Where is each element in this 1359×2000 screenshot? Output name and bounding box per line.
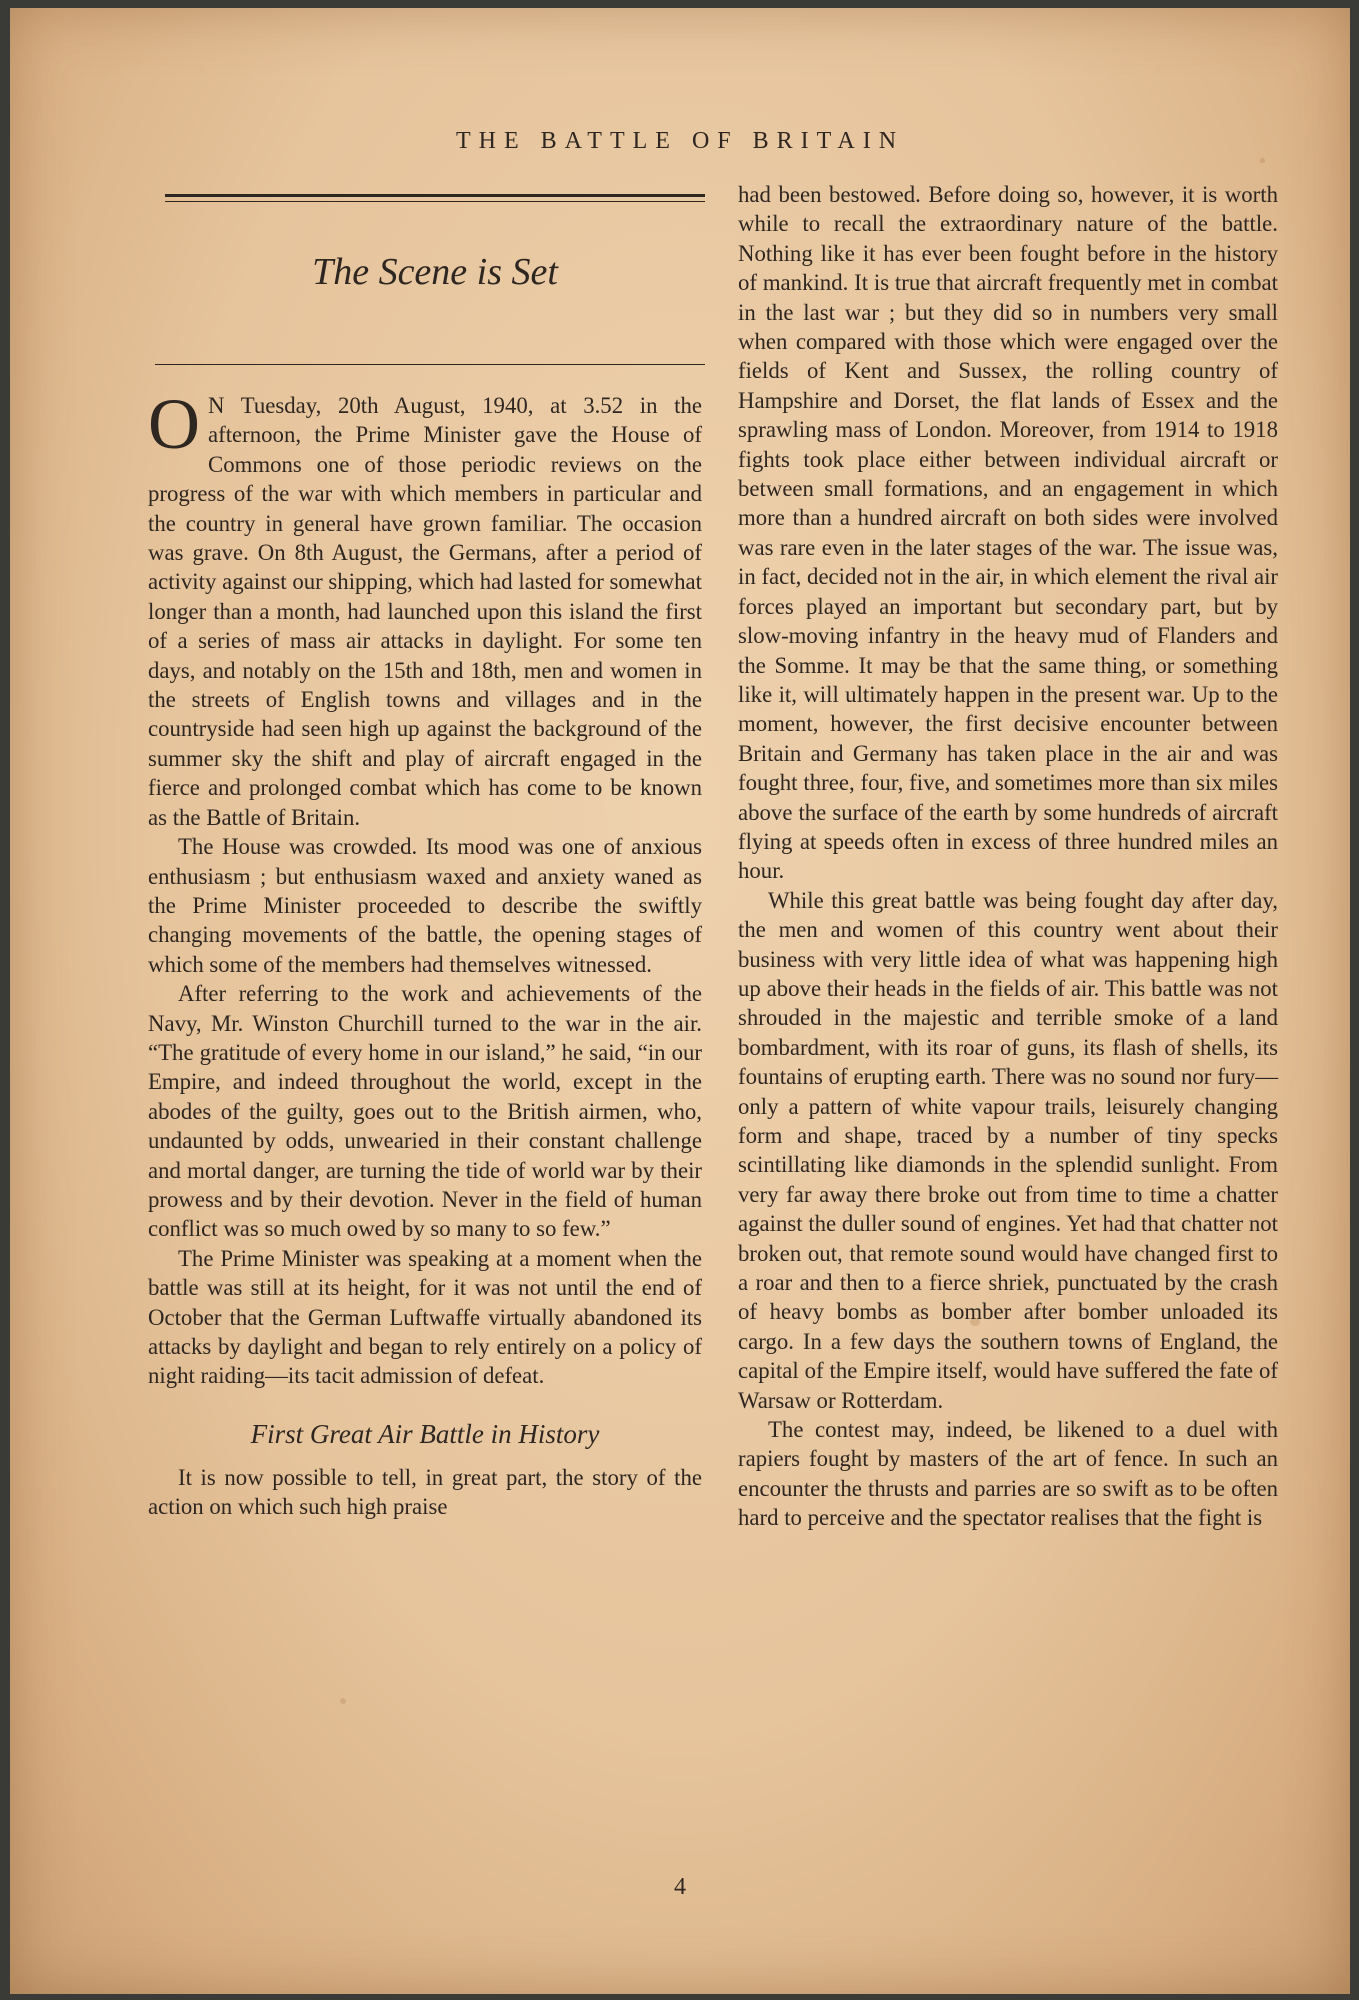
left-column	[148, 384, 702, 1522]
subheading: First Great Air Battle in History	[250, 1418, 600, 1449]
title-rule-bottom	[155, 364, 705, 365]
body-paragraph: It is now possible to tell, in great part, the story of the action on which such high praise	[148, 1464, 702, 1520]
body-paragraph: The Prime Minister was speaking at a moment when the battle was still at its height, for it was not until the end of October that the German Luftwaffe virtually abandoned its attacks by daylight and began to rely entirely on a policy of night raiding—its tacit admission of defeat.	[148, 1245, 702, 1389]
body-paragraph: After referring to the work and achievements of the Navy, Mr. Winston Churchill turned to the war in the air. “The gratitude of every home in our island,” he said, “in our Empire, and indeed throughout the world, except in the abodes of the guilty, goes out to the British airmen, who, undaunted by odds, unwearied in their constant challenge and mortal danger, are turning the tide of world war by their prowess and by their devotion. Never in the field of human conflict was so much owed by so many to so few.”	[148, 981, 702, 1242]
right-column	[738, 180, 1278, 1533]
continued-paragraph: had been bestowed. Before doing so, however, it is worth while to recall the extraordinary nature of the battle. Nothing like it has ever been fought before in the history of mankind. It is true that aircraft frequently met in combat in the last war ; but they did so in numbers very small when compared with those which were engaged over the fields of Kent and Sussex, the rolling country of Hampshire and Dorset, the flat lands of Essex and the sprawling mass of London. Moreover, from 1914 to 1918 fights took place either between individual aircraft or between small formations, and an engagement in which more than a hundred aircraft on both sides were involved was rare even in the later stages of the war. The issue was, in fact, decided not in the air, in which element the rival air forces played an important but secondary part, but by slow-moving infantry in the heavy mud of Flanders and the Somme. It may be that the same thing, or something like it, will ultimately happen in the present war. Up to the moment, however, the first decisive encounter between Britain and Germany has taken place in the air and was fought three, four, five, and sometimes more than six miles above the surface of the earth by some hundreds of aircraft flying at speeds often in excess of three hundred miles an hour.	[738, 182, 1278, 884]
paper-stain	[1260, 158, 1265, 163]
body-paragraph: The contest may, indeed, be likened to a duel with rapiers fought by masters of the art of fence. In such an encounter the thrusts and parries are so swift as to be often hard to perceive and the spectator realises that the fight is	[738, 1417, 1278, 1531]
title-rule-top	[165, 194, 705, 202]
drop-cap: O	[148, 384, 200, 464]
opening-paragraph	[148, 384, 702, 832]
opening-paragraph-text: N Tuesday, 20th August, 1940, at 3.52 in the afternoon, the Prime Minister gave the House of Commons one of those periodic reviews on the progress of the war with which members in particular and the country in general have grown familiar. The occasion was grave. On 8th August, the Germans, after a period of activity against our shipping, which had lasted for somewhat longer than a month, had launched upon this island the first of a series of mass air attacks in daylight. For some ten days, and notably on the 15th and 18th, men and women in the streets of English towns and villages and in the countryside had seen high up against the background of the summer sky the shift and play of aircraft engaged in the fierce and prolonged combat which has come to be known as the Battle of Britain.	[148, 393, 702, 830]
paper-stain	[340, 1698, 346, 1704]
page-number: 4	[674, 1874, 686, 1900]
book-page	[10, 8, 1350, 1994]
body-paragraph: The House was crowded. Its mood was one of anxious enthusiasm ; but enthusiasm waxed and anxiety waned as the Prime Minister proceeded to describe the swiftly changing movements of the battle, the opening stages of which some of the members had themselves witnessed.	[148, 834, 702, 977]
section-title: The Scene is Set	[312, 251, 558, 293]
running-head: THE BATTLE OF BRITAIN	[455, 128, 905, 154]
body-paragraph: While this great battle was being fought day after day, the men and women of this country went about their business with very little idea of what was happening high up above their heads in the fields of air. This battle was not shrouded in the majestic and terrible smoke of a land bombardment, with its roar of guns, its flash of shells, its fountains of erupting earth. There was no sound nor fury—only a pattern of white vapour trails, leisurely changing form and shape, traced by a number of tiny specks scintillating like diamonds in the splendid sunlight. From very far away there broke out from time to time a chatter against the duller sound of engines. Yet had that chatter not broken out, that remote sound would have changed first to a roar and then to a fierce shriek, punctuated by the crash of heavy bombs as bomber after bomber unloaded its cargo. In a few days the southern towns of England, the capital of the Empire itself, would have suffered the fate of Warsaw or Rotterdam.	[738, 887, 1278, 1413]
